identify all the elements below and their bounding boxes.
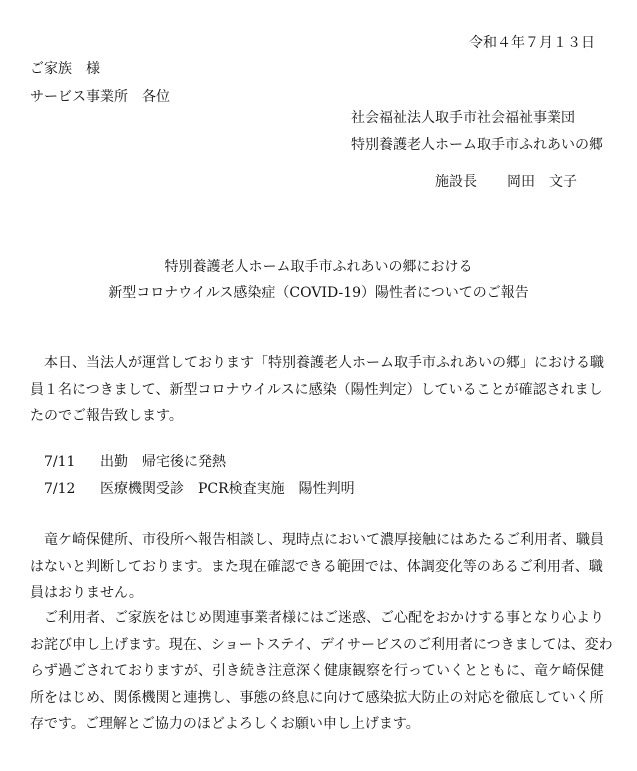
document-date: 令和４年７月１３日	[469, 35, 595, 51]
report-title-line2: 新型コロナウイルス感染症（COVID-19）陽性者についてのご報告	[108, 285, 529, 301]
recipient-families: ご家族 様	[30, 61, 100, 77]
timeline-date: 7/12	[44, 481, 76, 497]
timeline-entry	[30, 482, 613, 496]
report-paragraph-2: 竜ケ崎保健所、市役所へ報告相談し、現時点において濃厚接触にはあたるご利用者、職員はないと判断しております。また現在確認できる範囲では、体調変化等のあるご利用者、職員はおりません。	[30, 532, 604, 601]
timeline-entry	[30, 455, 613, 469]
director-signature	[435, 175, 577, 189]
organization-facility: 特別養護老人ホーム取手市ふれあいの郷	[351, 137, 603, 153]
timeline-event: 出勤 帰宅後に発熱	[100, 454, 226, 470]
organization-corporation: 社会福祉法人取手市社会福祉事業団	[351, 110, 575, 126]
director-name: 岡田 文子	[507, 174, 577, 190]
timeline-date: 7/11	[44, 454, 76, 470]
report-title-line1: 特別養護老人ホーム取手市ふれあいの郷における	[164, 259, 473, 275]
timeline-event: 医療機関受診 PCR検査実施 陽性判明	[100, 481, 355, 497]
director-title: 施設長	[435, 174, 477, 190]
recipient-service-providers: サービス事業所 各位	[30, 89, 170, 105]
report-paragraph-3: ご利用者、ご家族をはじめ関連事業者様にはご迷惑、ご心配をおかけする事となり心よりお詫び申し上げます。現在、ショートステイ、デイサービスのご利用者につきましては、変わらず過ごされておりますが、引き続き注意深く健康観察を行っていくとともに、竜ケ崎保健所をはじめ、関係機関と連携し、事態の終息に向けて感染拡大防止の対応を徹底していく所存です。ご理解とご協力のほどよろしくお願い申し上げます。	[30, 610, 613, 732]
report-paragraph-1: 本日、当法人が運営しております「特別養護老人ホーム取手市ふれあいの郷」における職員１名につきまして、新型コロナウイルスに感染（陽性判定）していることが確認されましたのでご報告致します。	[30, 355, 604, 424]
